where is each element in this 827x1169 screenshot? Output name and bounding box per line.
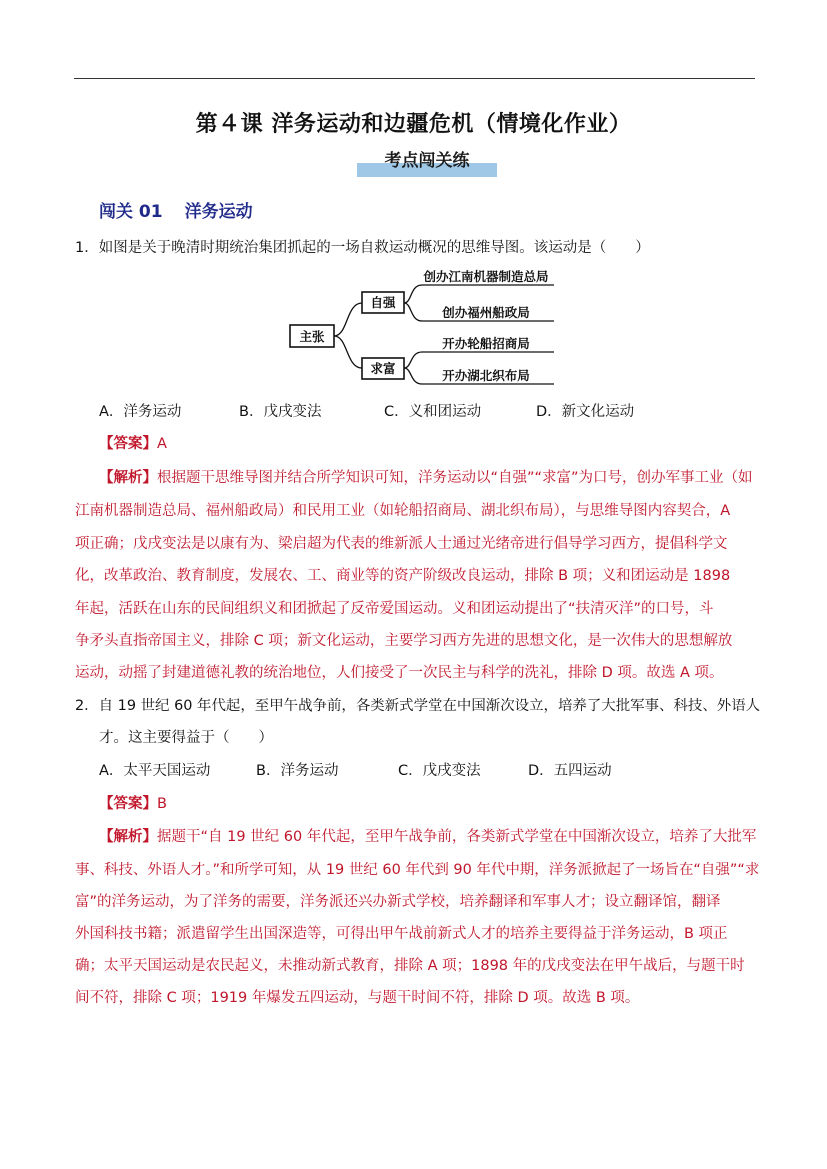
header-rule	[74, 78, 755, 79]
answer-label: 【答案】	[99, 436, 157, 452]
q2-analysis-line: 富”的洋务运动，为了洋务的需要，洋务派还兴办新式学校，培养翻译和军事人才；设立翻译馆，翻译	[75, 894, 721, 910]
section-label: 闯关 01	[99, 202, 163, 222]
section-badge: 考点闯关练	[357, 149, 497, 177]
mindmap-leaf: 创办江南机器制造总局	[423, 269, 549, 284]
analysis-label: 【解析】	[99, 829, 157, 845]
mindmap-connector	[404, 285, 554, 303]
q2-analysis-line: 【解析】据题干“自 19 世纪 60 年代起，至甲午战争前，各类新式学堂在中国渐次设立，培养了大批军	[99, 829, 757, 845]
q2-option-d: D．五四运动	[528, 763, 612, 779]
q2-option-c: C．戊戌变法	[398, 763, 481, 779]
q2-option-b: B．洋务运动	[256, 763, 339, 779]
q2-stem-line: 才。这主要得益于（ ）	[99, 730, 273, 746]
q1-stem: 1．如图是关于晚清时期统治集团抓起的一场自救运动概况的思维导图。该运动是（ ）	[75, 240, 650, 256]
q1-analysis-line: 化，改革政治、教育制度，发展农、工、商业等的资产阶级改良运动，排除 B 项；义和团运动是 1898	[75, 568, 731, 584]
q2-stem-line: 2．自 19 世纪 60 年代起，至甲午战争前，各类新式学堂在中国渐次设立，培养了大批军事、科技、外语人	[75, 698, 761, 714]
answer-value: A	[157, 436, 167, 452]
answer-value: B	[157, 796, 167, 812]
q1-answer	[99, 432, 167, 453]
q1-option-d: D．新文化运动	[536, 404, 635, 420]
q2-answer	[99, 792, 167, 813]
mindmap-root: 主张	[299, 329, 325, 344]
q2-analysis-line: 间不符，排除 C 项；1919 年爆发五四运动，与题干时间不符，排除 D 项。故选 B 项。	[75, 990, 640, 1006]
q2-analysis-line: 外国科技书籍；派遣留学生出国深造等，可得出甲午战前新式人才的培养主要得益于洋务运动，B 项正	[75, 926, 728, 942]
q1-option-b: B．戊戌变法	[239, 404, 322, 420]
mindmap-connector	[404, 352, 554, 368]
mindmap-leaf: 开办湖北织布局	[442, 368, 530, 383]
mind-map-diagram	[286, 268, 566, 390]
mindmap-connector	[334, 303, 362, 336]
q1-analysis-line: 争矛头直指帝国主义，排除 C 项；新文化运动，主要学习西方先进的思想文化，是一次伟大的思想解放	[75, 633, 733, 649]
q1-analysis-line: 运动，动摇了封建道德礼教的统治地位，人们接受了一次民主与科学的洗礼，排除 D 项。故选 A 项。	[75, 665, 724, 681]
q1-option-a: A．洋务运动	[99, 404, 182, 420]
mindmap-branch-2: 求富	[370, 361, 396, 376]
q2-analysis-line: 确；太平天国运动是农民起义，未推动新式教育，排除 A 项；1898 年的戊戌变法在甲午战后，与题干时	[75, 958, 745, 974]
mindmap-branch-1: 自强	[370, 295, 396, 310]
q1-option-c: C．义和团运动	[384, 404, 482, 420]
q1-analysis-line: 项正确；戊戌变法是以康有为、梁启超为代表的维新派人士通过光绪帝进行倡导学习西方，提倡科学文	[75, 536, 728, 552]
answer-label: 【答案】	[99, 796, 157, 812]
q1-analysis-line: 年起，活跃在山东的民间组织义和团掀起了反帝爱国运动。义和团运动提出了“扶清灭洋”的口号，斗	[75, 601, 714, 617]
mindmap-connector	[334, 336, 362, 368]
q2-analysis-line: 事、科技、外语人才。”和所学可知，从 19 世纪 60 年代到 90 年代中期，洋务派掀起了一场旨在“自强”“求	[75, 862, 760, 878]
q2-option-a: A．太平天国运动	[99, 763, 211, 779]
section-topic: 洋务运动	[184, 202, 253, 222]
q1-analysis-line: 江南机器制造总局、福州船政局）和民用工业（如轮船招商局、湖北织布局），与思维导图内容契合，A	[75, 503, 731, 519]
mindmap-leaf: 开办轮船招商局	[442, 336, 530, 351]
section-heading	[99, 197, 253, 222]
q1-analysis-line: 【解析】根据题干思维导图并结合所学知识可知，洋务运动以“自强”“求富”为口号，创办军事工业（如	[99, 470, 753, 486]
analysis-label: 【解析】	[99, 470, 157, 486]
mindmap-leaf: 创办福州船政局	[442, 305, 530, 320]
page-title: 第４课 洋务运动和边疆危机（情境化作业）	[195, 111, 632, 137]
